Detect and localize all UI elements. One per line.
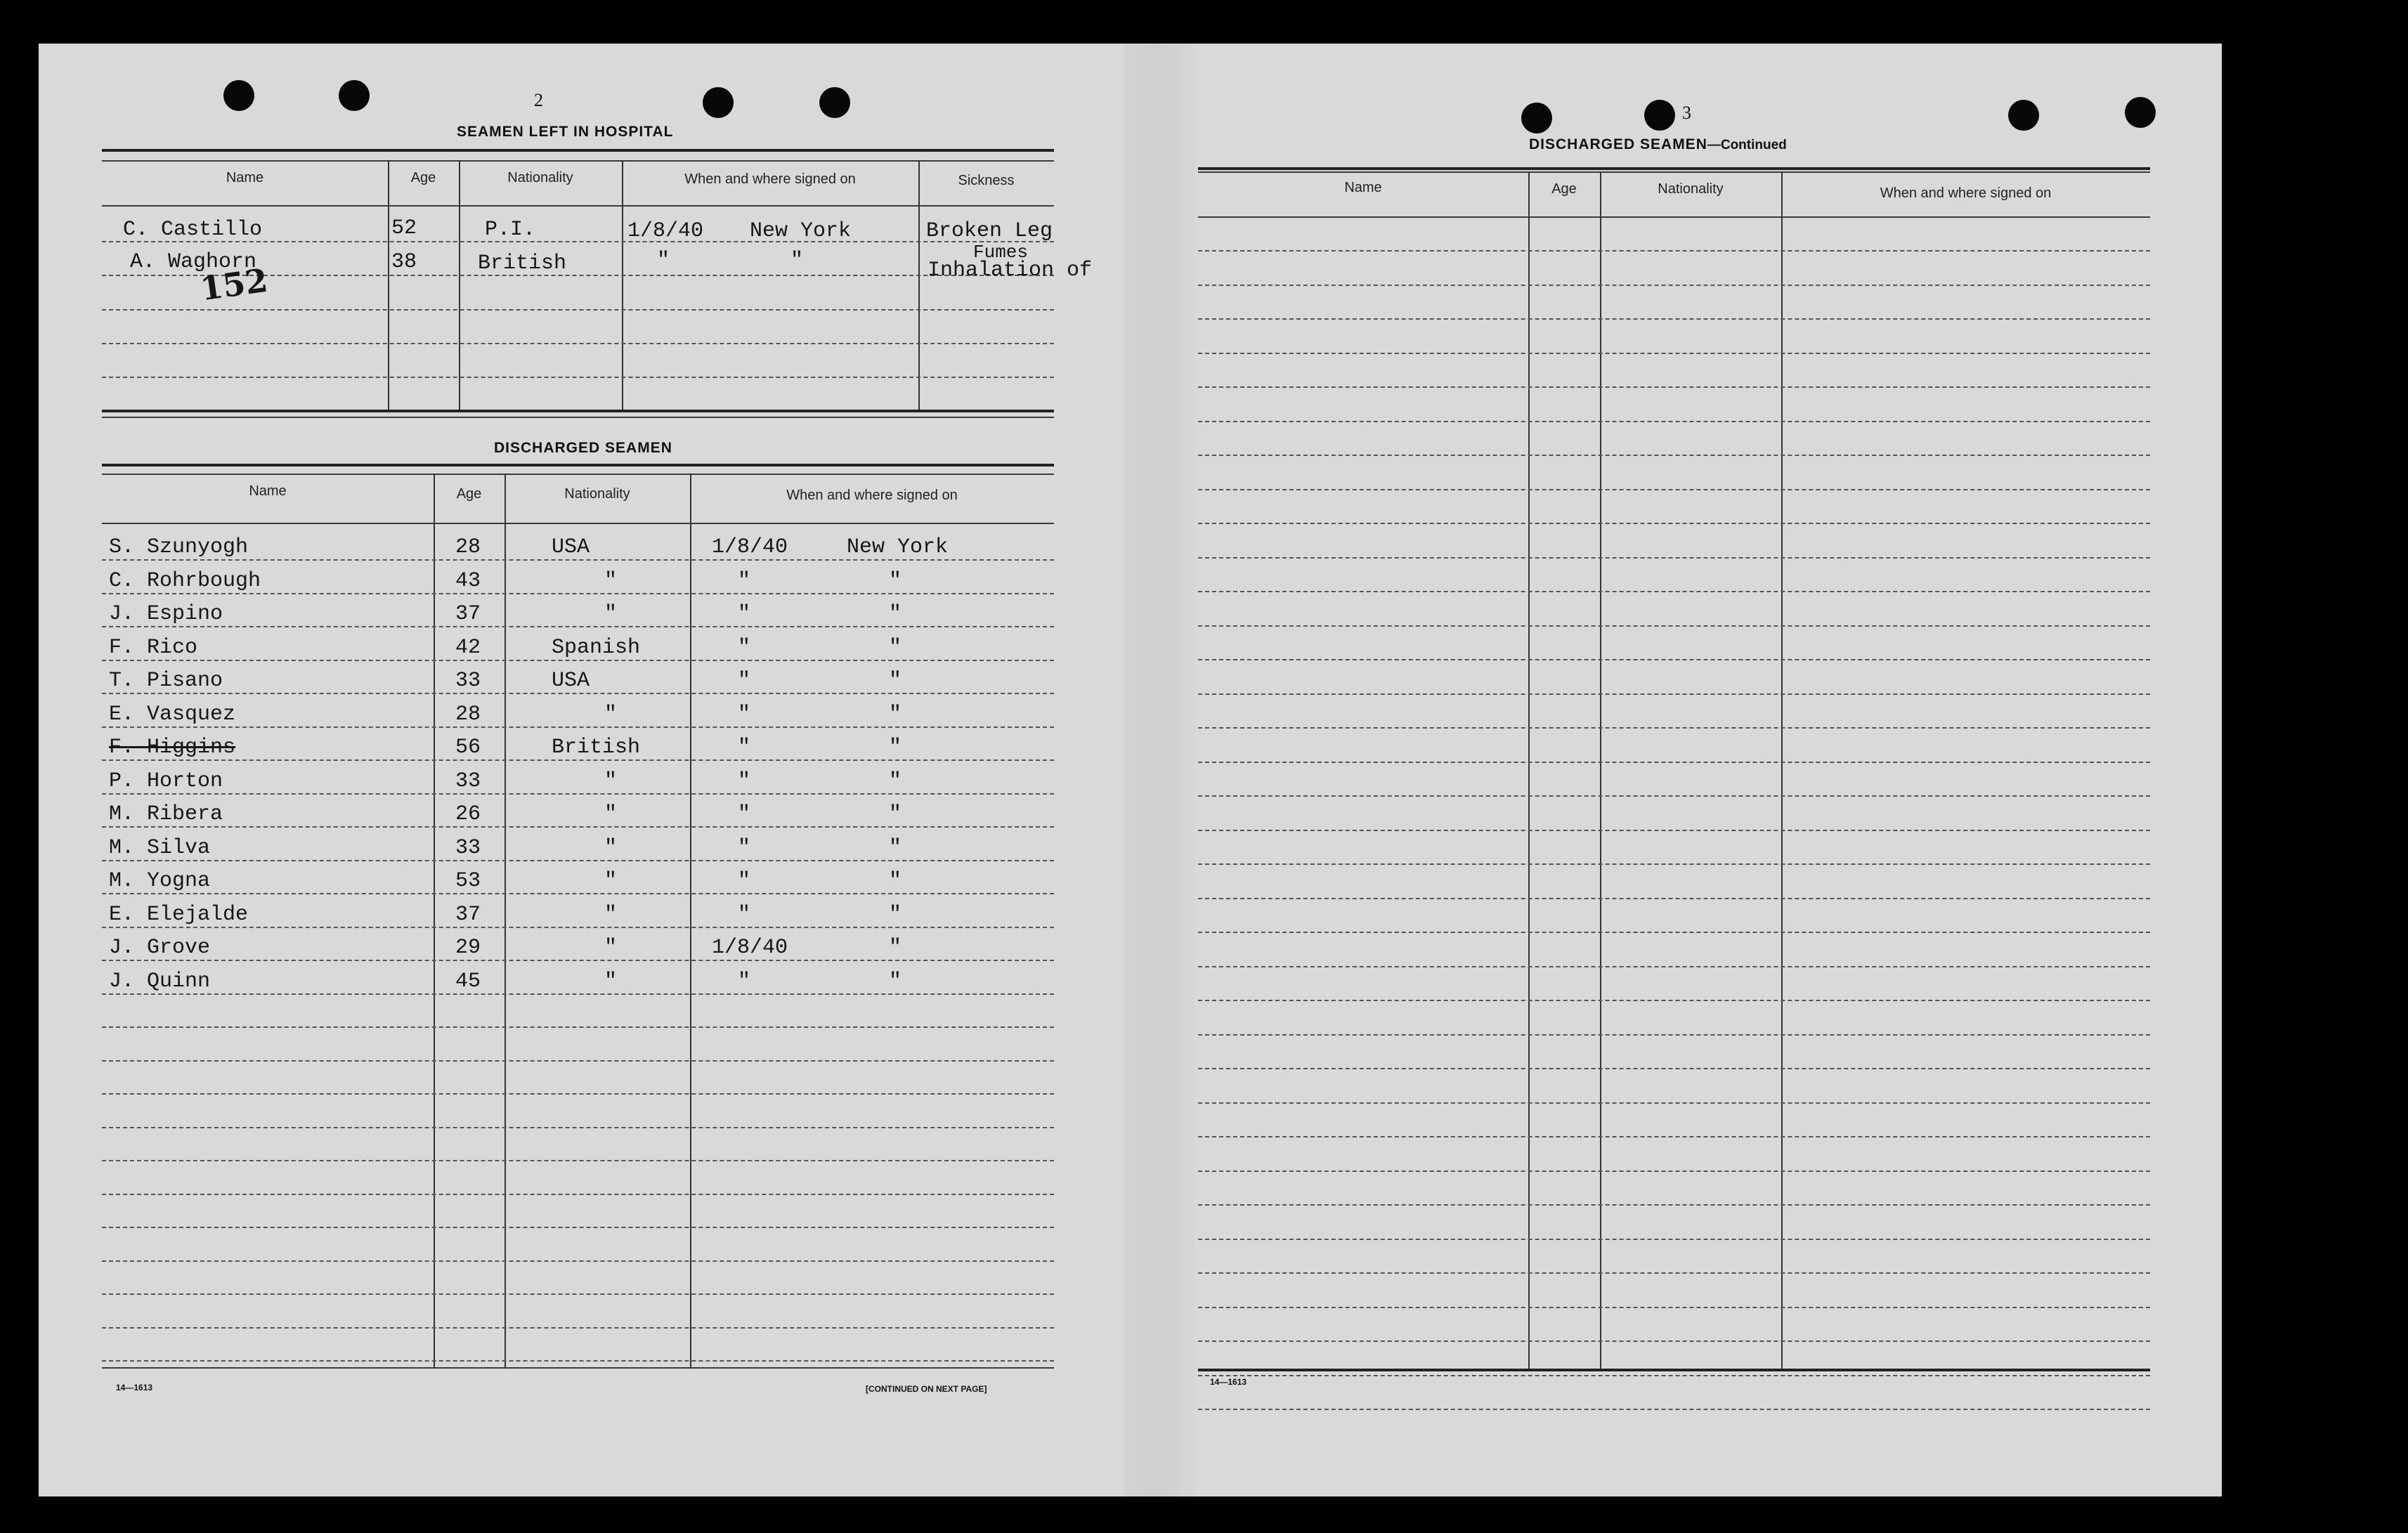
discharged-name: P. Horton xyxy=(109,769,223,793)
col-header-nationality: Nationality xyxy=(564,486,630,502)
punch-hole xyxy=(339,80,370,111)
discharged-age: 33 xyxy=(455,769,481,793)
discharged-nationality: " xyxy=(604,869,618,893)
discharged-age: 45 xyxy=(455,969,481,993)
discharged-place: " xyxy=(889,902,902,927)
punch-hole xyxy=(2125,97,2156,128)
discharged-age: 42 xyxy=(455,635,481,660)
discharged-name: M. Yogna xyxy=(109,869,211,893)
discharged-nationality: USA xyxy=(552,535,590,559)
discharged-nationality: " xyxy=(604,936,618,960)
discharged-age: 29 xyxy=(455,936,481,960)
discharged-name: E. Vasquez xyxy=(109,702,236,726)
discharged-place: " xyxy=(889,702,902,726)
continued-table xyxy=(1198,159,2150,1378)
discharged-place: " xyxy=(889,669,902,693)
discharged-nationality: " xyxy=(604,835,618,860)
discharged-nationality: " xyxy=(604,802,618,826)
discharged-date: 1/8/40 xyxy=(712,535,788,559)
hospital-place: " xyxy=(790,249,804,273)
handwritten-mark: 152 xyxy=(197,261,271,308)
right-section-title xyxy=(1529,136,1787,153)
col-header-signed-on: When and where signed on xyxy=(1880,185,2052,201)
discharged-date: 1/8/40 xyxy=(712,936,788,960)
discharged-place: " xyxy=(889,769,902,793)
discharged-name: F. Higgins xyxy=(109,736,236,759)
right-title-main: DISCHARGED SEAMEN xyxy=(1529,136,1707,152)
discharged-table xyxy=(102,461,1054,1374)
col-header-signed-on: When and where signed on xyxy=(684,171,856,187)
page-gutter xyxy=(1124,44,1195,1496)
discharged-place: " xyxy=(889,568,902,593)
discharged-name: M. Ribera xyxy=(109,802,223,826)
col-header-name: Name xyxy=(1344,180,1382,195)
discharged-date: " xyxy=(738,869,751,893)
discharged-name: J. Espino xyxy=(109,602,223,626)
discharged-age: 33 xyxy=(455,669,481,693)
discharged-section-title: DISCHARGED SEAMEN xyxy=(494,440,672,456)
punch-hole xyxy=(703,87,734,118)
discharged-place: " xyxy=(889,602,902,626)
discharged-place: " xyxy=(889,969,902,993)
discharged-date: " xyxy=(738,602,751,626)
discharged-date: " xyxy=(738,835,751,860)
discharged-date: " xyxy=(738,902,751,927)
discharged-date: " xyxy=(738,769,751,793)
discharged-date: " xyxy=(738,669,751,693)
col-header-age: Age xyxy=(456,486,482,502)
discharged-nationality: " xyxy=(604,769,618,793)
punch-hole xyxy=(223,80,254,111)
col-header-sickness: Sickness xyxy=(958,173,1015,188)
discharged-date: " xyxy=(738,568,751,593)
discharged-place: " xyxy=(889,802,902,826)
col-header-age: Age xyxy=(1551,181,1577,197)
discharged-place: " xyxy=(889,736,902,759)
discharged-name: J. Grove xyxy=(109,936,211,960)
col-header-nationality: Nationality xyxy=(1658,181,1724,197)
hospital-name: A. Waghorn xyxy=(130,250,257,274)
discharged-name: F. Rico xyxy=(109,635,198,660)
discharged-age: 37 xyxy=(455,902,481,927)
discharged-place: New York xyxy=(847,535,949,559)
form-number-right: 14—1613 xyxy=(1210,1377,1247,1387)
discharged-name: M. Silva xyxy=(109,835,211,860)
page-number-left: 2 xyxy=(534,90,543,110)
discharged-place: " xyxy=(889,936,902,960)
discharged-place: " xyxy=(889,635,902,660)
discharged-date: " xyxy=(738,702,751,726)
hospital-table xyxy=(102,146,1093,420)
discharged-nationality: " xyxy=(604,902,618,927)
col-header-name: Name xyxy=(226,170,264,185)
hospital-name: C. Castillo xyxy=(123,218,263,242)
hospital-sickness: Broken Leg xyxy=(926,219,1053,243)
discharged-nationality: British xyxy=(552,736,641,759)
discharged-age: 26 xyxy=(455,802,481,826)
hospital-age: 52 xyxy=(391,216,417,240)
discharged-date: " xyxy=(738,635,751,660)
discharged-name: C. Rohrbough xyxy=(109,568,261,593)
punch-hole xyxy=(2008,100,2039,131)
discharged-nationality: " xyxy=(604,602,618,626)
form-number-left: 14—1613 xyxy=(116,1383,153,1392)
col-header-signed-on: When and where signed on xyxy=(786,488,958,503)
page-number-right: 3 xyxy=(1682,103,1691,123)
punch-hole xyxy=(819,87,850,118)
discharged-name: S. Szunyogh xyxy=(109,535,249,559)
col-header-name: Name xyxy=(249,483,287,499)
hospital-date: 1/8/40 xyxy=(627,219,704,243)
discharged-nationality: " xyxy=(604,702,618,726)
discharged-nationality: " xyxy=(604,969,618,993)
discharged-age: 28 xyxy=(455,702,481,726)
discharged-date: " xyxy=(738,736,751,759)
punch-hole xyxy=(1644,100,1675,131)
hospital-section-title: SEAMEN LEFT IN HOSPITAL xyxy=(457,124,674,140)
discharged-place: " xyxy=(889,835,902,860)
discharged-nationality: USA xyxy=(552,669,590,693)
discharged-age: 28 xyxy=(455,535,481,559)
discharged-name: J. Quinn xyxy=(109,969,211,993)
discharged-date: " xyxy=(738,802,751,826)
discharged-age: 37 xyxy=(455,602,481,626)
discharged-age: 53 xyxy=(455,869,481,893)
hospital-place: New York xyxy=(750,219,852,243)
discharged-name: E. Elejalde xyxy=(109,902,249,927)
discharged-nationality: " xyxy=(604,568,618,593)
discharged-place: " xyxy=(889,869,902,893)
punch-hole xyxy=(1521,103,1552,133)
hospital-sickness-extra: Fumes xyxy=(973,242,1029,263)
discharged-nationality: Spanish xyxy=(552,635,641,660)
discharged-date: " xyxy=(738,969,751,993)
hospital-age: 38 xyxy=(391,250,417,274)
right-title-continued: —Continued xyxy=(1707,138,1787,152)
hospital-nationality: British xyxy=(478,252,567,275)
col-header-nationality: Nationality xyxy=(507,170,573,185)
hospital-date: " xyxy=(657,249,670,273)
hospital-sickness: Inhalation of xyxy=(928,259,1093,282)
discharged-age: 43 xyxy=(455,568,481,593)
discharged-age: 33 xyxy=(455,835,481,860)
hospital-nationality: P.I. xyxy=(485,218,536,242)
continued-note: [CONTINUED ON NEXT PAGE] xyxy=(866,1384,987,1394)
discharged-name: T. Pisano xyxy=(109,669,223,693)
discharged-age: 56 xyxy=(455,736,481,759)
col-header-age: Age xyxy=(410,170,436,185)
